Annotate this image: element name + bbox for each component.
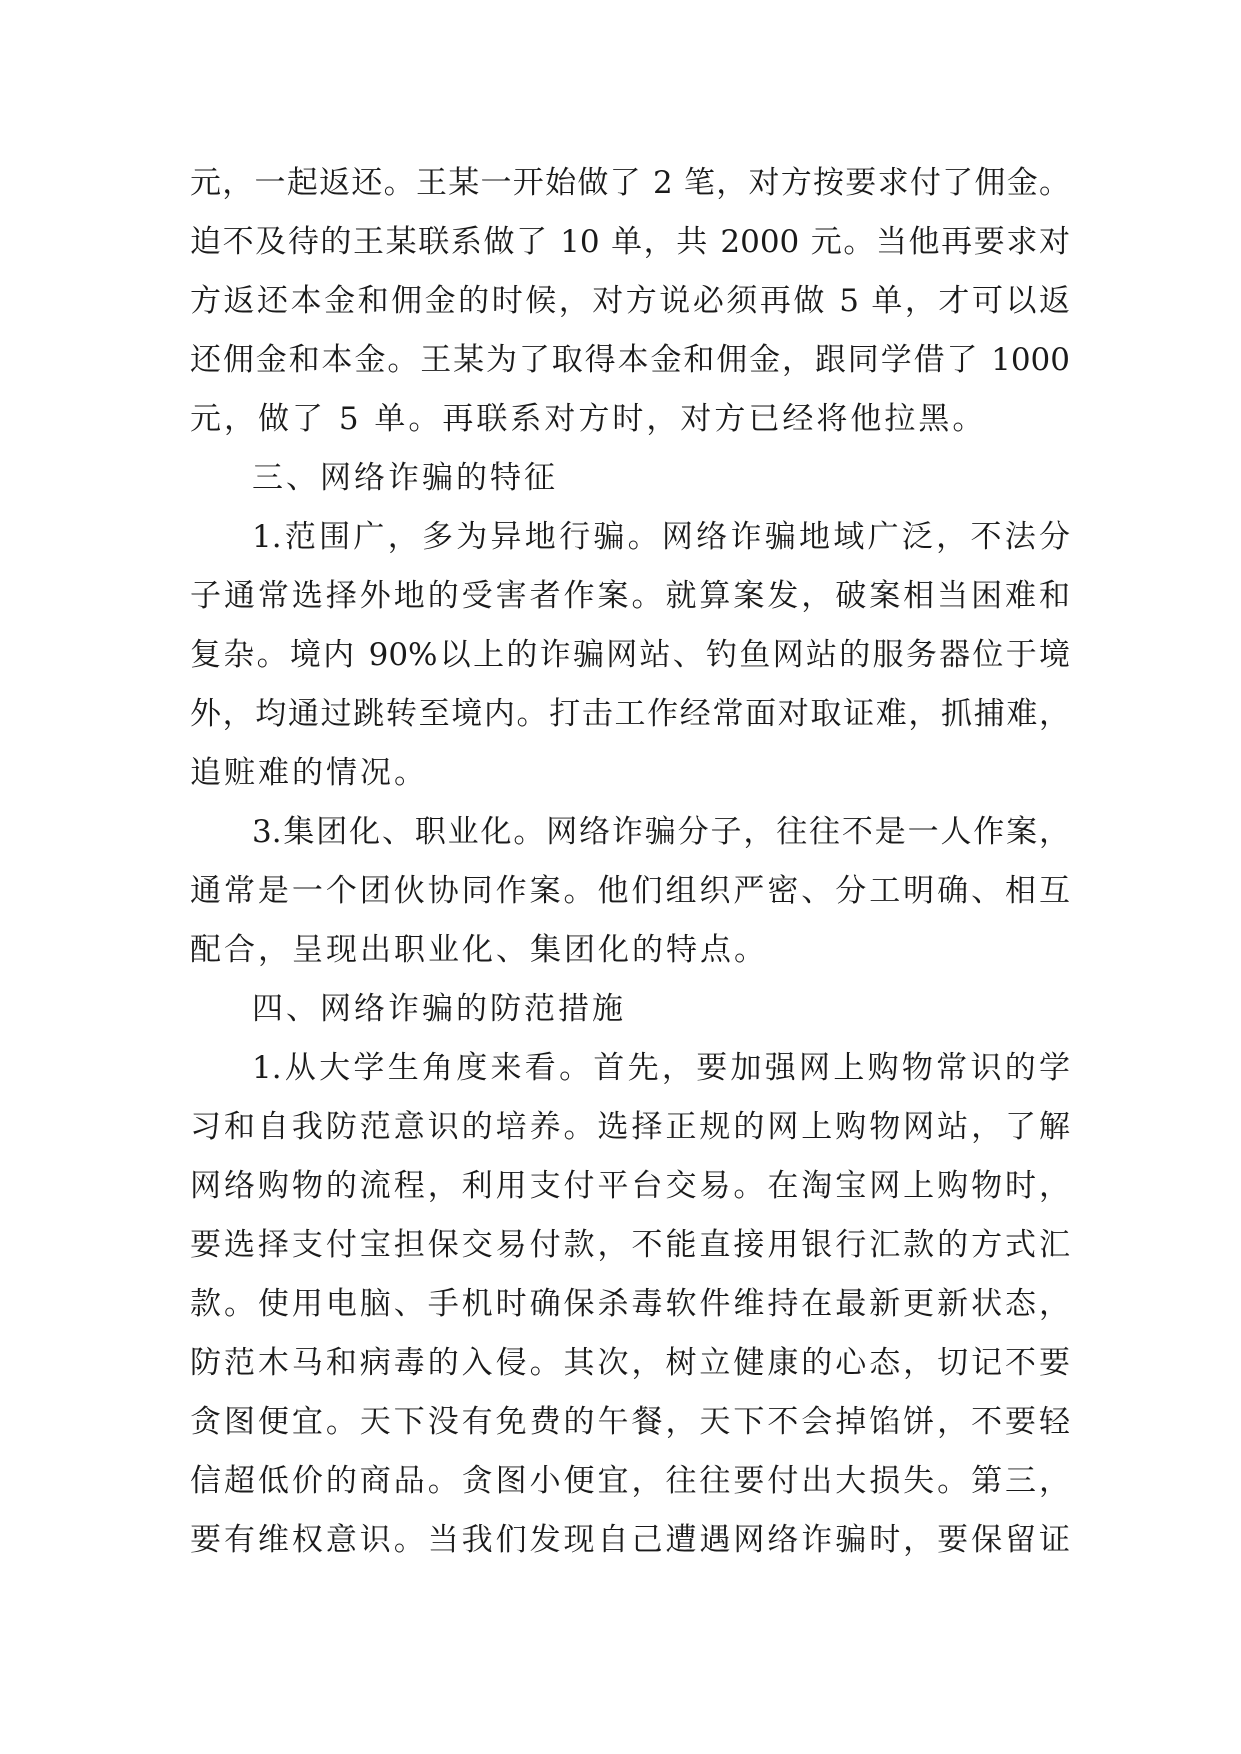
text-line: 款。使用电脑、手机时确保杀毒软件维持在最新更新状态，	[190, 1286, 1070, 1322]
text-line: 元，做了 5 单。再联系对方时，对方已经将他拉黑。	[190, 401, 987, 437]
text-line: 还佣金和本金。王某为了取得本金和佣金，跟同学借了 1000	[190, 342, 1070, 378]
text-line: 1.范围广，多为异地行骗。网络诈骗地域广泛，不法分	[252, 519, 1070, 555]
body-text	[190, 154, 1070, 1570]
text-line: 网络购物的流程，利用支付平台交易。在淘宝网上购物时，	[190, 1168, 1070, 1204]
text-line: 信超低价的商品。贪图小便宜，往往要付出大损失。第三，	[190, 1463, 1070, 1499]
section-heading: 三、网络诈骗的特征	[252, 460, 558, 496]
text-line: 追赃难的情况。	[190, 755, 428, 791]
text-line: 要有维权意识。当我们发现自己遭遇网络诈骗时，要保留证	[190, 1522, 1070, 1558]
text-line: 通常是一个团伙协同作案。他们组织严密、分工明确、相互	[190, 873, 1070, 909]
text-line: 习和自我防范意识的培养。选择正规的网上购物网站，了解	[190, 1109, 1070, 1145]
text-line: 外，均通过跳转至境内。打击工作经常面对取证难，抓捕难，	[190, 696, 1070, 732]
text-line: 3.集团化、职业化。网络诈骗分子，往往不是一人作案，	[252, 814, 1070, 850]
text-line: 配合，呈现出职业化、集团化的特点。	[190, 932, 768, 968]
text-line: 方返还本金和佣金的时候，对方说必须再做 5 单，才可以返	[190, 283, 1070, 319]
text-line: 要选择支付宝担保交易付款，不能直接用银行汇款的方式汇	[190, 1227, 1070, 1263]
text-line: 1.从大学生角度来看。首先，要加强网上购物常识的学	[252, 1050, 1070, 1086]
text-line: 子通常选择外地的受害者作案。就算案发，破案相当困难和	[190, 578, 1070, 614]
text-line: 元，一起返还。王某一开始做了 2 笔，对方按要求付了佣金。	[190, 165, 1070, 201]
text-line: 复杂。境内 90%以上的诈骗网站、钓鱼网站的服务器位于境	[190, 637, 1070, 673]
section-heading: 四、网络诈骗的防范措施	[252, 991, 626, 1027]
text-line: 迫不及待的王某联系做了 10 单，共 2000 元。当他再要求对	[190, 224, 1070, 260]
text-line: 贪图便宜。天下没有免费的午餐，天下不会掉馅饼，不要轻	[190, 1404, 1070, 1440]
text-line: 防范木马和病毒的入侵。其次，树立健康的心态，切记不要	[190, 1345, 1070, 1381]
